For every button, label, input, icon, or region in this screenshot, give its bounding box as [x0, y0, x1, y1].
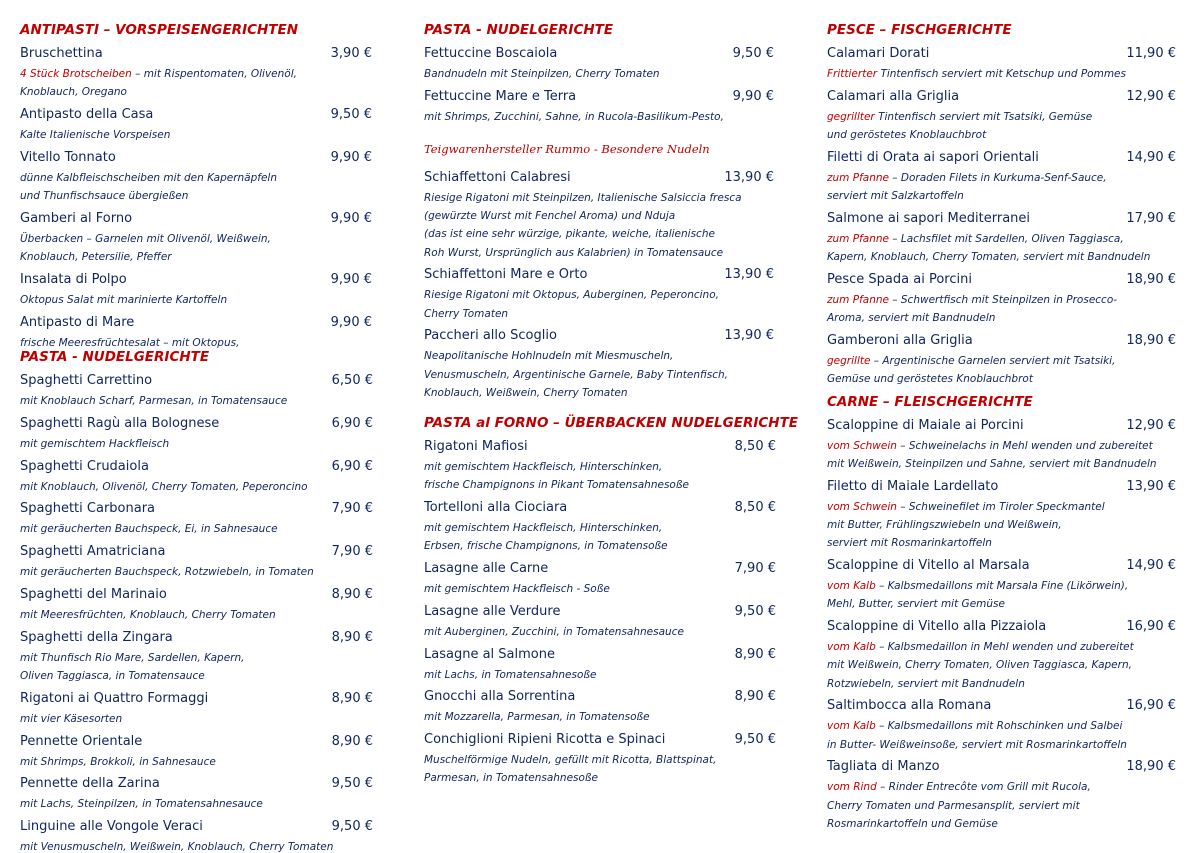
description-highlight: vom Schwein — [827, 440, 897, 452]
menu-item-description — [827, 440, 1153, 452]
description-text: serviert mit Salzkartoffeln — [827, 190, 964, 202]
menu-item-description — [424, 228, 715, 240]
menu-item-description — [20, 190, 188, 202]
menu-item-price: 13,90 € — [724, 170, 774, 185]
menu-item-description — [827, 312, 995, 324]
menu-item-price: 18,90 € — [1126, 759, 1176, 775]
description-text: – Doraden Filets in Kurkuma-Senf-Sauce, — [888, 171, 1107, 184]
menu-item-name: Lasagne al Salmone — [424, 646, 555, 662]
description-highlight: vom Kalb — [827, 580, 876, 593]
menu-item-description — [424, 350, 673, 362]
description-text: mit Shrimps, Zucchini, Sahne, in Rucola-Basilikum-Pesto, — [424, 110, 724, 123]
description-highlight: vom Kalb — [827, 720, 876, 733]
menu-item-name: Conchiglioni Ripieni Ricotta e Spinaci — [424, 732, 666, 748]
description-text: in Butter- Weißweinsoße, serviert mit Rosmarinkartoffeln — [827, 738, 1127, 751]
section-title: PASTA al FORNO – ÜBERBACKEN NUDELGERICHTE — [424, 415, 799, 431]
menu-item-name: Fettuccine Boscaiola — [424, 46, 558, 61]
description-text: – Lachsfilet mit Sardellen, Oliven Taggiasca, — [888, 232, 1124, 245]
menu-item-description — [20, 670, 205, 682]
menu-item-description — [20, 68, 297, 80]
description-text: Parmesan, in Tomatensahnesoße — [424, 772, 598, 785]
menu-item-price: 8,90 € — [331, 587, 373, 602]
description-text: – Kalbsmedaillon in Mehl wenden und zubereitet — [875, 641, 1134, 654]
menu-item-price: 13,90 € — [724, 267, 774, 283]
description-text: – Schweinefilet im Tiroler Speckmantel — [896, 501, 1105, 513]
menu-item-description — [424, 192, 742, 204]
description-highlight: zum Pfanne — [827, 171, 889, 184]
menu-item-description — [827, 678, 1025, 690]
description-text: mit Lachs, in Tomatensahnesoße — [424, 668, 597, 681]
section-title: PESCE – FISCHGERICHTE — [827, 22, 1012, 38]
description-highlight: vom Rind — [827, 781, 877, 794]
menu-item-price: 8,90 € — [734, 646, 776, 662]
menu-item-name: Calamari Dorati — [827, 46, 930, 61]
description-highlight: gegrillter — [827, 110, 875, 123]
description-text: Venusmuscheln, Argentinische Garnele, Baby Tintenfisch, — [424, 368, 729, 381]
description-text: Gemüse und geröstetes Knoblauchbrot — [827, 373, 1033, 385]
description-text: Kapern, Knoblauch, Cherry Tomaten, serviert mit Bandnudeln — [827, 251, 1151, 263]
menu-item-description — [827, 294, 1117, 306]
menu-item-description — [424, 387, 627, 399]
menu-item-description — [827, 739, 1127, 751]
menu-item-price: 14,90 € — [1126, 558, 1176, 574]
menu-item-name: Bruschettina — [20, 46, 103, 61]
description-text: mit Thunfisch Rio Mare, Sardellen, Kapern, — [20, 651, 245, 664]
menu-item-description — [20, 395, 287, 407]
description-text: Rosmarinkartoffeln und Gemüse — [827, 817, 998, 830]
description-text: Cherry Tomaten — [424, 307, 509, 320]
description-text: mit geräucherten Bauchspeck, Ei, in Sahnesauce — [20, 523, 278, 536]
description-text: Aroma, serviert mit Bandnudeln — [827, 312, 996, 324]
menu-item-name: Scaloppine di Vitello alla Pizzaiola — [827, 619, 1047, 635]
menu-item-name: Fettuccine Mare e Terra — [424, 88, 577, 104]
menu-item-description — [20, 713, 122, 725]
menu-item-description — [20, 86, 127, 98]
menu-item-name: Saltimbocca alla Romana — [827, 698, 992, 714]
menu-item-price: 8,90 € — [331, 690, 373, 706]
description-text: mit Butter, Frühlingszwiebeln und Weißwein, — [827, 519, 1062, 532]
menu-item-description — [827, 800, 1080, 812]
menu-item-name: Salmone ai sapori Mediterranei — [827, 210, 1031, 226]
menu-item-name: Gnocchi alla Sorrentina — [424, 689, 576, 705]
description-text: mit gemischtem Hackfleisch — [20, 437, 170, 450]
description-text: (das ist eine sehr würzige, pikante, weiche, italienische — [424, 228, 715, 241]
menu-item-description — [20, 798, 263, 810]
description-text: mit Lachs, Steinpilzen, in Tomatensahnesauce — [20, 798, 263, 811]
menu-item-price: 9,50 € — [732, 46, 774, 61]
description-text: Roh Wurst, Ursprünglich aus Kalabrien) in Tomatensauce — [424, 246, 724, 259]
menu-item-name: Pennette Orientale — [20, 733, 143, 749]
menu-item-description — [827, 818, 998, 830]
menu-item-price: 14,90 € — [1126, 149, 1176, 165]
description-text: Knoblauch, Weißwein, Cherry Tomaten — [424, 386, 628, 399]
description-text: – Rinder Entrecôte vom Grill mit Rucola, — [876, 781, 1091, 794]
section-title: ANTIPASTI – VORSPEISENGERICHTEN — [20, 22, 299, 38]
menu-item-name: Tagliata di Manzo — [827, 759, 940, 775]
menu-item-description — [827, 781, 1091, 793]
menu-item-description — [424, 711, 650, 723]
description-text: mit vier Käsesorten — [20, 712, 123, 725]
description-text: Mehl, Butter, serviert mit Gemüse — [827, 598, 1005, 611]
menu-item-name: Spaghetti Carbonara — [20, 501, 156, 517]
menu-item-description — [827, 659, 1132, 671]
menu-item-description — [424, 522, 662, 534]
description-text: und geröstetes Knoblauchbrot — [827, 129, 987, 141]
menu-item-description — [827, 233, 1124, 245]
menu-item-name: Spaghetti del Marinaio — [20, 587, 167, 602]
menu-item-description — [20, 172, 277, 184]
menu-item-price: 9,90 € — [330, 149, 372, 165]
menu-item-description — [20, 523, 278, 535]
menu-item-name: Schiaffettoni Mare e Orto — [424, 267, 588, 283]
menu-item-name: Gamberi al Forno — [20, 210, 133, 226]
description-text: – Schwertfisch mit Steinpilzen in Prosecco- — [888, 293, 1118, 306]
menu-item-description — [424, 626, 684, 638]
description-text: mit Auberginen, Zucchini, in Tomatensahnesauce — [424, 625, 684, 638]
description-text: Knoblauch, Petersilie, Pfeffer — [20, 251, 172, 263]
description-text: (gewürzte Wurst mit Fenchel Aroma) und Nduja — [424, 210, 676, 223]
description-text: Bandnudeln mit Steinpilzen, Cherry Tomaten — [424, 68, 660, 80]
section-subtitle: Teigwarenhersteller Rummo - Besondere Nudeln — [424, 142, 710, 156]
menu-item-description — [424, 540, 668, 552]
menu-item-price: 9,50 € — [331, 776, 373, 792]
menu-item-price: 8,90 € — [734, 689, 776, 705]
description-text: mit gemischtem Hackfleisch, Hinterschinken, — [424, 461, 663, 473]
description-highlight: zum Pfanne — [827, 232, 889, 245]
menu-item-description — [20, 841, 333, 853]
menu-item-name: Gamberoni alla Griglia — [827, 332, 973, 348]
menu-item-name: Lasagne alle Verdure — [424, 603, 561, 619]
description-text: mit gemischtem Hackfleisch, Hinterschinken, — [424, 522, 663, 534]
menu-item-description — [424, 210, 675, 222]
menu-item-name: Spaghetti della Zingara — [20, 629, 173, 645]
menu-item-name: Spaghetti Ragù alla Bolognese — [20, 415, 220, 431]
menu-item-price: 8,90 € — [331, 629, 373, 645]
description-highlight: Frittierter — [827, 68, 878, 80]
menu-item-description — [424, 247, 723, 259]
menu-item-description — [827, 190, 964, 202]
menu-item-name: Antipasto della Casa — [20, 107, 154, 122]
description-text: mit Weißwein, Cherry Tomaten, Oliven Taggiasca, Kapern, — [827, 659, 1132, 672]
menu-item-price: 9,50 € — [734, 732, 776, 748]
description-text: – Schweinelachs in Mehl wenden und zubereitet — [896, 440, 1153, 452]
menu-item-description — [20, 294, 227, 306]
menu-item-price: 9,90 € — [330, 271, 372, 287]
menu-item-description — [20, 233, 271, 245]
menu-item-price: 13,90 € — [724, 328, 774, 344]
menu-item-name: Filetto di Maiale Lardellato — [827, 479, 999, 494]
menu-item-description — [827, 68, 1126, 80]
menu-item-name: Insalata di Polpo — [20, 271, 127, 287]
menu-item-price: 8,50 € — [734, 500, 776, 515]
menu-item-price: 18,90 € — [1126, 332, 1176, 348]
menu-item-description — [20, 609, 276, 621]
menu-item-description — [424, 289, 719, 301]
menu-item-description — [827, 537, 992, 549]
description-text: frische Champignons in Pikant Tomatensahnesoße — [424, 479, 689, 492]
menu-item-price: 12,90 € — [1126, 418, 1176, 433]
description-text: frische Meeresfrüchtesalat – mit Oktopus, — [20, 336, 240, 349]
description-highlight: vom Schwein — [827, 501, 897, 513]
description-text: Oktopus Salat mit marinierte Kartoffeln — [20, 293, 228, 306]
menu-item-price: 11,90 € — [1126, 46, 1176, 61]
menu-item-description — [424, 68, 660, 80]
menu-item-description — [424, 111, 724, 123]
section-title: PASTA - NUDELGERICHTE — [20, 349, 210, 365]
menu-item-price: 17,90 € — [1126, 210, 1176, 226]
menu-item-description — [424, 772, 598, 784]
description-highlight: vom Kalb — [827, 641, 876, 654]
menu-item-name: Scaloppine di Maiale ai Porcini — [827, 418, 1024, 433]
menu-item-description — [827, 501, 1105, 513]
menu-item-description — [827, 355, 1115, 367]
menu-item-description — [827, 519, 1062, 531]
menu-item-description — [20, 129, 170, 141]
description-text: mit Knoblauch Scharf, Parmesan, in Tomatensauce — [20, 395, 288, 407]
menu-item-price: 8,90 € — [331, 733, 373, 749]
menu-item-description — [20, 566, 314, 578]
menu-item-price: 9,50 € — [330, 107, 372, 122]
menu-item-name: Vitello Tonnato — [20, 149, 116, 165]
menu-item-name: Spaghetti Carrettino — [20, 373, 153, 388]
description-text: – Argentinische Garnelen serviert mit Tsatsiki, — [870, 354, 1116, 367]
description-text: mit geräucherten Bauchspeck, Rotzwiebeln, in Tomaten — [20, 566, 314, 579]
menu-item-description — [827, 129, 986, 141]
description-text: Neapolitanische Hohlnudeln mit Miesmuscheln, — [424, 350, 674, 363]
menu-item-price: 6,90 € — [331, 415, 373, 431]
menu-item-name: Paccheri allo Scoglio — [424, 328, 557, 344]
description-text: – Kalbsmedaillons mit Rohschinken und Salbei — [875, 720, 1123, 733]
description-highlight: gegrillte — [827, 354, 871, 367]
description-text: mit Venusmuscheln, Weißwein, Knoblauch, Cherry Tomaten — [20, 841, 334, 853]
menu-item-description — [424, 479, 689, 491]
menu-item-price: 13,90 € — [1126, 479, 1176, 494]
menu-item-name: Scaloppine di Vitello al Marsala — [827, 558, 1030, 574]
menu-item-price: 9,90 € — [330, 210, 372, 226]
menu-item-name: Lasagne alle Carne — [424, 561, 549, 576]
description-highlight: zum Pfanne — [827, 293, 889, 306]
description-text: dünne Kalbfleischscheiben mit den Kapernäpfeln — [20, 171, 277, 184]
menu-item-description — [20, 481, 308, 493]
menu-item-description — [20, 337, 239, 349]
menu-item-description — [424, 461, 662, 473]
menu-item-name: Rigatoni Mafiosi — [424, 439, 528, 454]
description-text: – mit Rispentomaten, Olivenöl, — [131, 68, 297, 80]
menu-item-description — [424, 308, 508, 320]
menu-item-description — [827, 172, 1107, 184]
menu-item-description — [827, 251, 1150, 263]
description-text: Knoblauch, Oregano — [20, 86, 127, 99]
menu-item-price: 16,90 € — [1126, 698, 1176, 714]
menu-item-description — [827, 111, 1092, 123]
description-text: Erbsen, frische Champignons, in Tomatensoße — [424, 540, 668, 553]
menu-item-name: Calamari alla Griglia — [827, 88, 960, 104]
description-text: Tintenfisch serviert mit Ketschup und Pommes — [877, 68, 1126, 80]
menu-item-description — [20, 251, 172, 263]
menu-item-description — [827, 641, 1134, 653]
menu-item-description — [827, 720, 1122, 732]
menu-item-description — [20, 756, 216, 768]
description-text: serviert mit Rosmarinkartoffeln — [827, 537, 992, 550]
description-text: und Thunfischsauce übergießen — [20, 190, 189, 202]
menu-item-name: Rigatoni ai Quattro Formaggi — [20, 690, 209, 706]
menu-item-name: Pennette della Zarina — [20, 776, 160, 792]
menu-item-price: 18,90 € — [1126, 271, 1176, 287]
description-text: Überbacken – Garnelen mit Olivenöl, Weißwein, — [20, 232, 271, 245]
description-text: Cherry Tomaten und Parmesansplit, serviert mit — [827, 799, 1080, 812]
menu-item-price: 6,90 € — [331, 458, 373, 474]
description-text: mit Shrimps, Brokkoli, in Sahnesauce — [20, 755, 216, 768]
menu-item-description — [424, 583, 610, 595]
menu-item-price: 8,50 € — [734, 439, 776, 454]
menu-item-description — [827, 373, 1033, 385]
description-text: Tintenfisch serviert mit Tsatsiki, Gemüse — [874, 110, 1093, 123]
description-text: mit Knoblauch, Olivenöl, Cherry Tomaten, Peperoncino — [20, 480, 308, 493]
menu-item-price: 7,90 € — [734, 561, 776, 576]
menu-item-price: 7,90 € — [331, 501, 373, 517]
menu-item-description — [827, 598, 1005, 610]
menu-item-name: Schiaffettoni Calabresi — [424, 170, 571, 185]
menu-item-price: 7,90 € — [331, 544, 373, 560]
menu-item-description — [424, 369, 728, 381]
section-title: CARNE – FLEISCHGERICHTE — [827, 394, 1033, 410]
menu-item-name: Antipasto di Mare — [20, 314, 135, 330]
description-text: mit Weißwein, Steinpilzen und Sahne, serviert mit Bandnudeln — [827, 458, 1157, 471]
menu-item-price: 9,50 € — [734, 603, 776, 619]
description-text: mit Mozzarella, Parmesan, in Tomatensoße — [424, 711, 650, 724]
description-text: Oliven Taggiasca, in Tomatensauce — [20, 670, 205, 682]
menu-item-description — [424, 669, 596, 681]
description-text: Riesige Rigatoni mit Steinpilzen, Italienische Salsiccia fresca — [424, 192, 742, 204]
menu-item-price: 9,50 € — [331, 819, 373, 835]
description-highlight: 4 Stück Brotscheiben — [20, 68, 132, 80]
menu-item-price: 9,90 € — [330, 314, 372, 330]
section-title: PASTA - NUDELGERICHTE — [424, 22, 614, 38]
menu-item-description — [827, 580, 1128, 592]
menu-item-description — [20, 652, 244, 664]
description-text: Kalte Italienische Vorspeisen — [20, 129, 171, 141]
menu-item-price: 6,50 € — [331, 373, 373, 388]
description-text: Rotzwiebeln, serviert mit Bandnudeln — [827, 677, 1025, 690]
description-text: mit gemischtem Hackfleisch - Soße — [424, 583, 610, 595]
menu-item-price: 12,90 € — [1126, 88, 1176, 104]
menu-item-price: 3,90 € — [330, 46, 372, 61]
description-text: Riesige Rigatoni mit Oktopus, Auberginen, Peperoncino, — [424, 289, 719, 302]
description-text: Muschelförmige Nudeln, gefüllt mit Ricotta, Blattspinat, — [424, 754, 717, 767]
menu-item-name: Linguine alle Vongole Veraci — [20, 819, 203, 835]
menu-item-description — [20, 438, 169, 450]
menu-item-price: 9,90 € — [732, 88, 774, 104]
description-text: – Kalbsmedaillons mit Marsala Fine (Likörwein), — [875, 580, 1129, 593]
menu-item-description — [424, 754, 716, 766]
menu-item-name: Tortelloni alla Ciociara — [424, 500, 568, 515]
menu-item-description — [827, 458, 1157, 470]
description-text: mit Meeresfrüchten, Knoblauch, Cherry Tomaten — [20, 609, 276, 621]
menu-item-name: Pesce Spada ai Porcini — [827, 271, 972, 287]
menu-item-name: Spaghetti Crudaiola — [20, 458, 149, 474]
menu-item-name: Spaghetti Amatriciana — [20, 544, 166, 560]
menu-item-price: 16,90 € — [1126, 619, 1176, 635]
menu-item-name: Filetti di Orata ai sapori Orientali — [827, 149, 1039, 165]
